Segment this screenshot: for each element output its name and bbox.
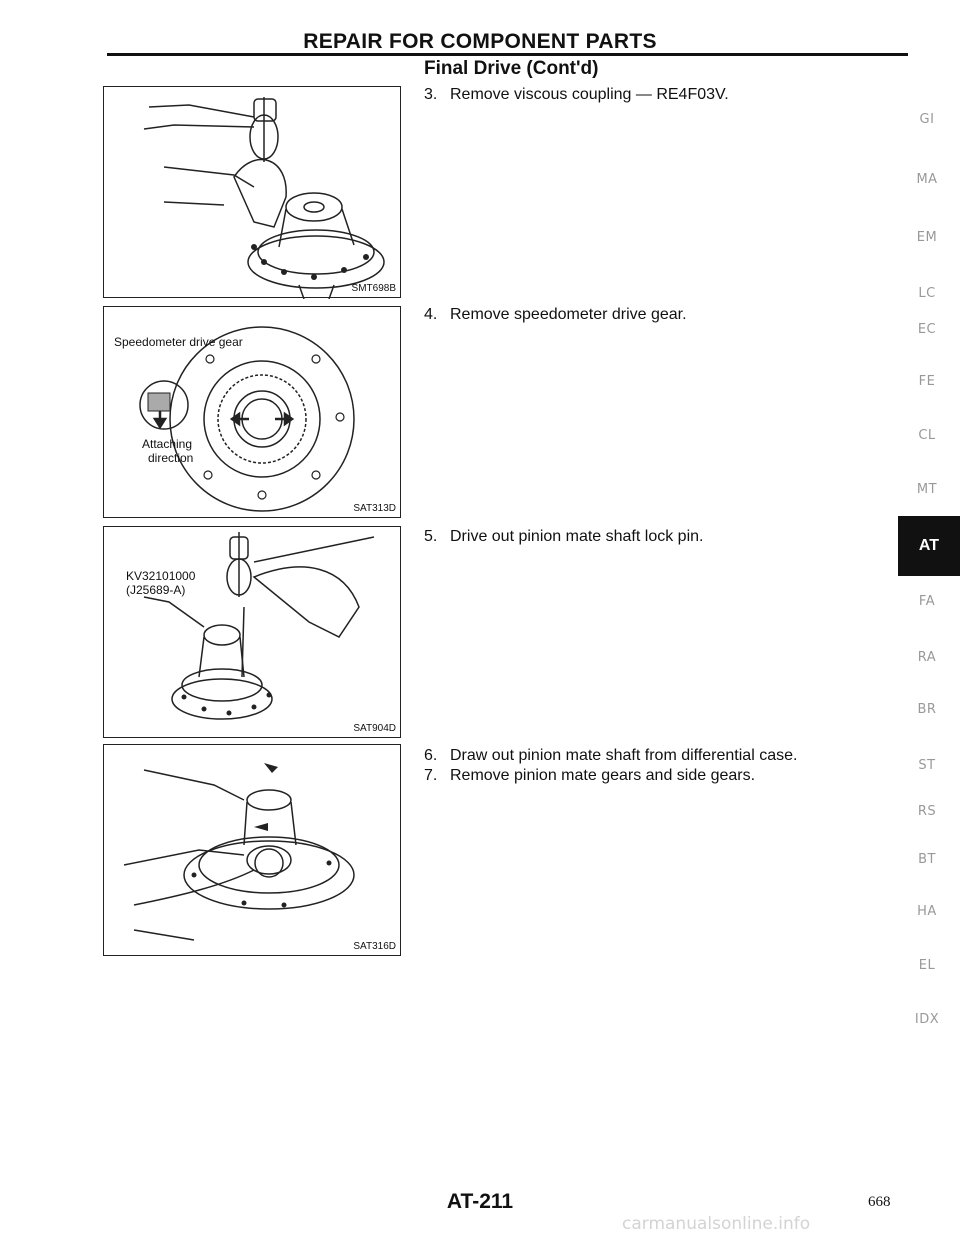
tab-ra[interactable]: RA <box>917 650 937 665</box>
step-5: 5. Drive out pinion mate shaft lock pin. <box>424 528 704 545</box>
tab-mt[interactable]: MT <box>916 482 938 497</box>
figure-code: SAT316D <box>353 941 396 952</box>
direction-label: direction <box>148 451 194 465</box>
tab-gi[interactable]: GI <box>919 112 935 127</box>
figure-lock-pin <box>103 526 401 738</box>
figure-code: SAT313D <box>353 503 396 514</box>
watermark: carmanualsonline.info <box>622 1214 811 1234</box>
tab-cl[interactable]: CL <box>918 428 936 443</box>
attaching-label: Attaching <box>142 437 193 451</box>
page-number: 668 <box>868 1194 891 1210</box>
section-title: Final Drive (Cont'd) <box>424 58 599 79</box>
tab-idx[interactable]: IDX <box>914 1012 940 1027</box>
tool-number-label: KV32101000 <box>126 569 196 583</box>
tab-em[interactable]: EM <box>916 230 938 245</box>
header-rule <box>107 53 908 56</box>
figure-speedometer-gear <box>103 306 401 518</box>
step-text: Remove viscous coupling — RE4F03V. <box>450 86 729 103</box>
tab-fe[interactable]: FE <box>918 374 936 389</box>
step-text: Remove pinion mate gears and side gears. <box>450 767 756 784</box>
tab-ha[interactable]: HA <box>917 904 937 919</box>
speedometer-gear-label: Speedometer drive gear <box>114 335 243 349</box>
figure-code: SMT698B <box>351 283 396 294</box>
figure-viscous-coupling <box>103 86 401 298</box>
tab-ma[interactable]: MA <box>916 172 938 187</box>
tab-ec[interactable]: EC <box>917 322 937 337</box>
step-4: 4. Remove speedometer drive gear. <box>424 306 687 323</box>
step-3: 3. Remove viscous coupling — RE4F03V. <box>424 86 729 103</box>
hammer-coupling-illustration <box>104 87 402 299</box>
tab-bt[interactable]: BT <box>918 852 936 867</box>
step-6: 6. Draw out pinion mate shaft from differential case. <box>424 747 798 764</box>
figure-code: SAT904D <box>353 723 396 734</box>
page-id: AT-211 <box>446 1190 514 1213</box>
figure-pinion-shaft <box>103 744 401 956</box>
tab-lc[interactable]: LC <box>918 286 936 301</box>
tab-rs[interactable]: RS <box>917 804 937 819</box>
tool-alt-number-label: (J25689-A) <box>126 583 186 597</box>
tab-st[interactable]: ST <box>918 758 936 773</box>
lock-pin-illustration <box>104 527 402 739</box>
tab-at-active[interactable]: AT <box>898 516 960 576</box>
step-text: Draw out pinion mate shaft from differential case. <box>450 747 798 764</box>
tab-fa[interactable]: FA <box>918 594 936 609</box>
step-7: 7. Remove pinion mate gears and side gears. <box>424 767 756 784</box>
step-text: Remove speedometer drive gear. <box>450 306 687 323</box>
pinion-shaft-illustration <box>104 745 402 957</box>
tab-br[interactable]: BR <box>917 702 937 717</box>
tab-el[interactable]: EL <box>918 958 936 973</box>
step-text: Drive out pinion mate shaft lock pin. <box>450 528 704 545</box>
page-header-title: REPAIR FOR COMPONENT PARTS <box>303 30 657 53</box>
